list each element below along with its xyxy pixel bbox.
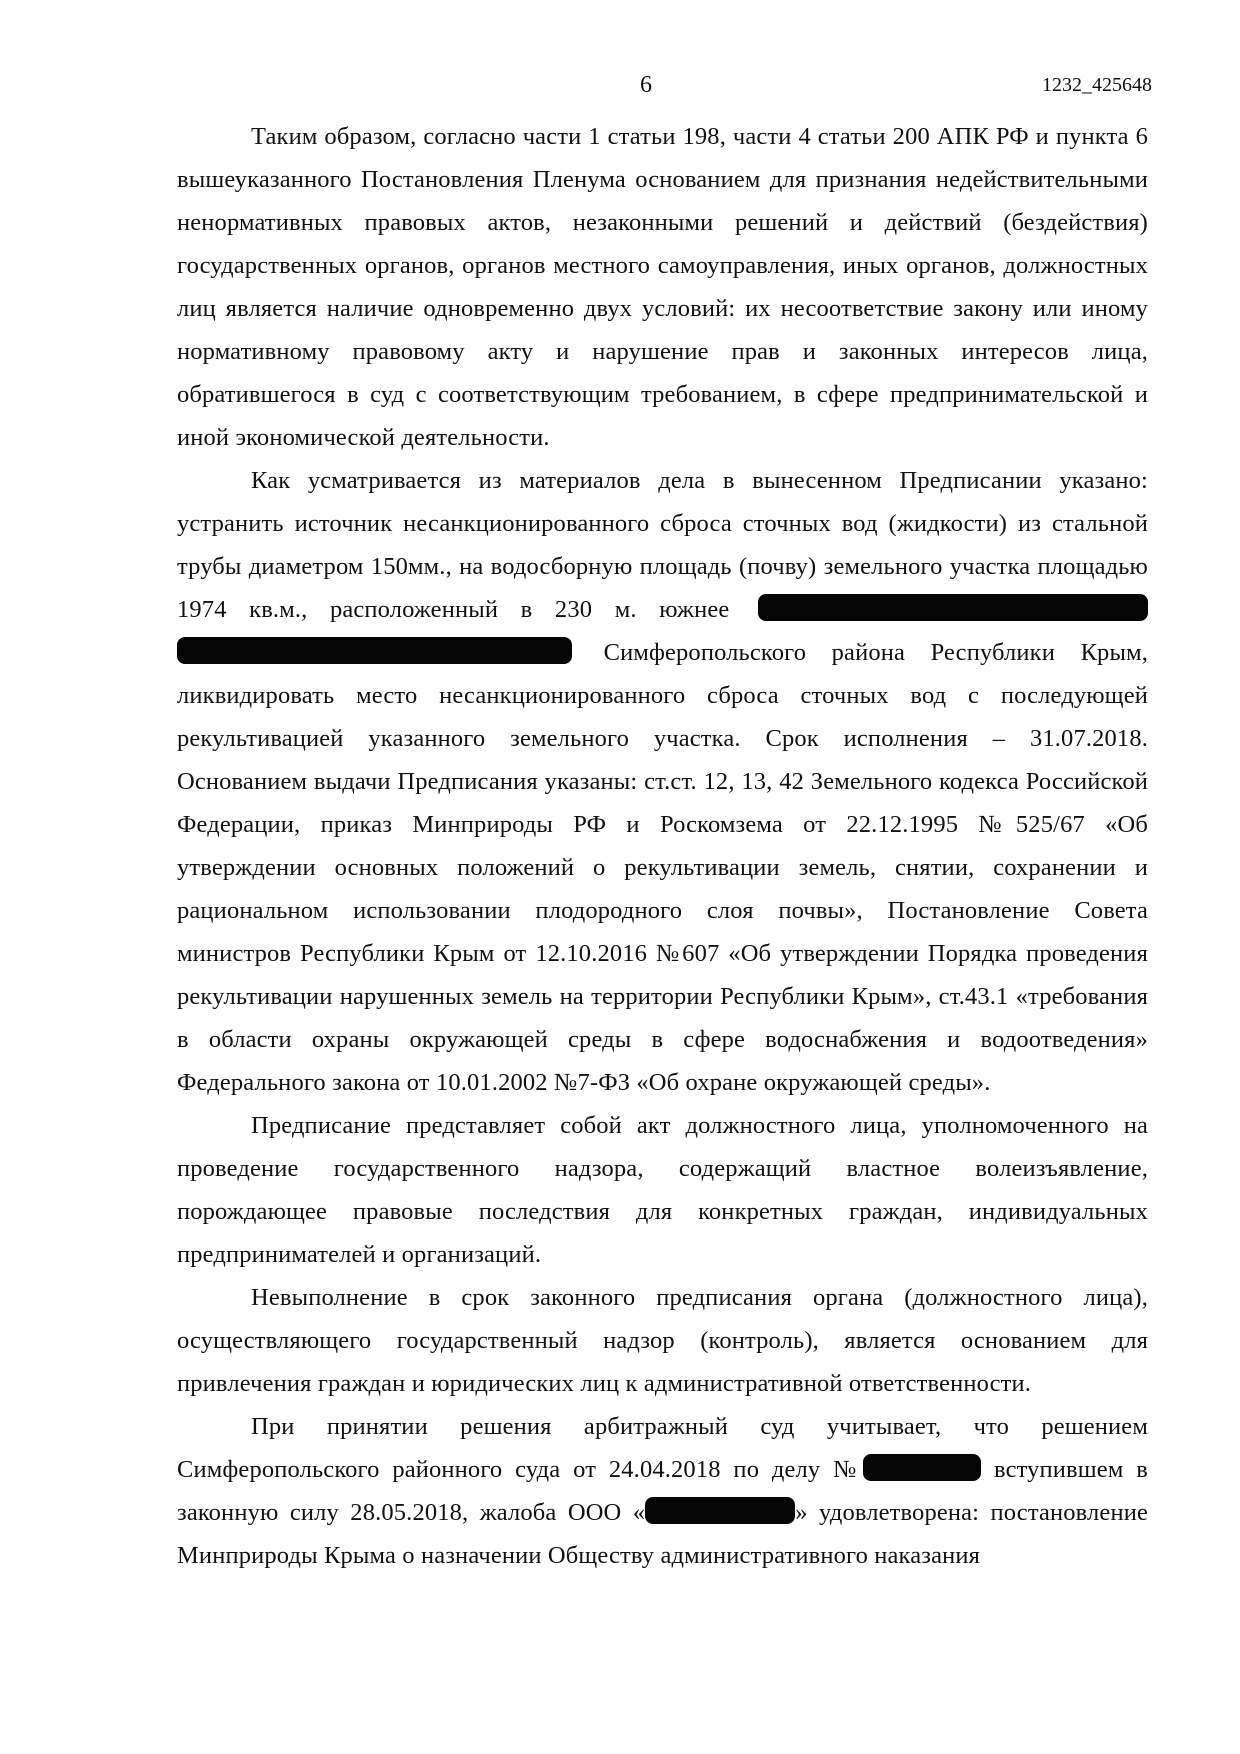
court-text-part3: » удовлетворена: постановление Минприроды Крыма о назначении Обществу административного наказания xyxy=(177,1499,1149,1569)
paragraph-liability: Невыполнение в срок законного предписания органа (должностного лица), осуществляющего государственный надзор (контроль), является основанием для привлечения граждан и юридических лиц к административной ответственности. xyxy=(177,1284,1148,1397)
redaction-block xyxy=(177,637,572,664)
paragraph-definition: Предписание представляет собой акт должностного лица, уполномоченного на проведение государственного надзора, содержащий властное волеизъявление, порождающее правовые последствия для конкретных граждан, индивидуальных предпринимателей и организаций. xyxy=(177,1112,1148,1268)
document-body xyxy=(177,115,1148,1577)
redaction-block xyxy=(758,594,1148,621)
prescription-text-part2: Симферопольского района Республики Крым, ликвидировать место несанкционированного сброса сточных вод с последующей рекультивацией указанного земельного участка. Срок исполнения – 31.07.2018. Основанием выдачи Предписания указаны: ст.ст. 12, 13, 42 Земельного кодекса Российской Федерации, приказ Минприроды РФ и Роскомзема от 22.12.1995 №525/67 «Об утверждении основных положений о рекультивации земель, снятии, сохранении и рациональном использовании плодородного слоя почвы», Постановление Совета министров Республики Крым от 12.10.2016 №607 «Об утверждении Порядка проведения рекультивации нарушенных земель на территории Республики Крым», ст.43.1 «требования в области охраны окружающей среды в сфере водоснабжения и водоотведения» Федерального закона от 10.01.2002 №7-ФЗ «Об охране окружающей среды». xyxy=(177,639,1148,1096)
court-text-part1: При принятии решения арбитражный суд учитывает, что решением Симферопольского районного суда от 24.04.2018 по делу № xyxy=(177,1413,1148,1483)
prescription-text-part1: Как усматривается из материалов дела в вынесенном Предписании указано: устранить источник несанкционированного сброса сточных вод (жидкости) из стальной трубы диаметром 150мм., на водосборную площадь (почву) земельного участка площадью 1974 кв.м., расположенный в 230 м. южнее xyxy=(177,467,1148,623)
paragraph-prescription xyxy=(177,459,1148,1104)
paragraph-court-decision xyxy=(177,1405,1148,1577)
paragraph-grounds: Таким образом, согласно части 1 статьи 198, части 4 статьи 200 АПК РФ и пункта 6 вышеуказанного Постановления Пленума основанием для признания недействительными ненормативных правовых актов, незаконными решений и действий (бездействия) государственных органов, органов местного самоуправления, иных органов, должностных лиц является наличие одновременно двух условий: их несоответствие закону или иному нормативному правовому акту и нарушение прав и законных интересов лица, обратившегося в суд с соответствующим требованием, в сфере предпринимательской и иной экономической деятельности. xyxy=(177,123,1148,451)
court-text-part2: вступившем в законную силу 28.05.2018, жалоба ООО « xyxy=(177,1456,1148,1526)
redaction-block xyxy=(863,1454,981,1481)
page-number: 6 xyxy=(640,72,652,98)
redaction-block xyxy=(645,1497,795,1524)
document-id: 1232_425648 xyxy=(1042,74,1152,96)
